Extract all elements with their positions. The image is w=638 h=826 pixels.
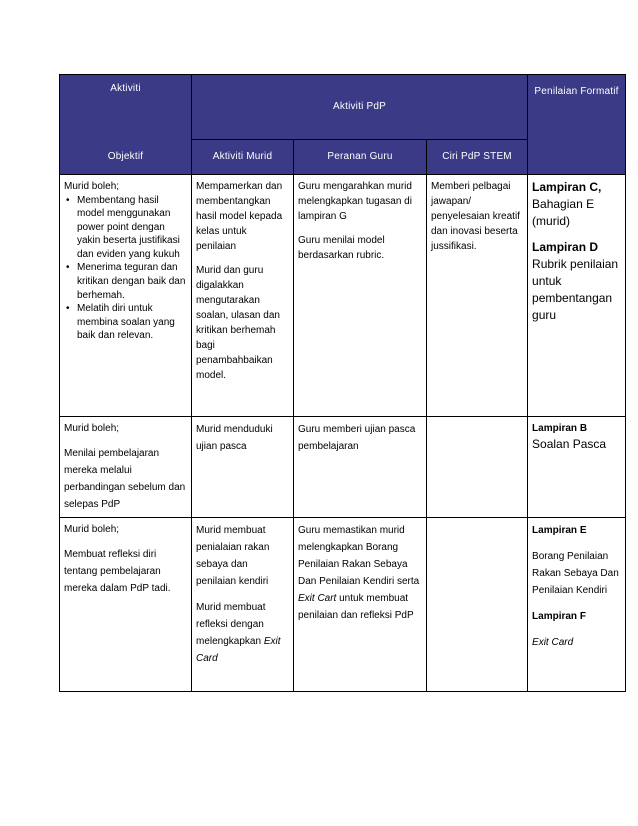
lampiran-title [532,179,620,196]
peranan-guru-cell [294,416,427,517]
murid-activity-text: Murid menduduki ujian pasca [196,423,273,452]
peranan-guru-cell [294,174,427,416]
header-penilaian-formatif-label: Penilaian Formatif [534,86,619,97]
penilaian-cell [528,517,626,691]
objektif-text: Menilai pembelajaran mereka melalui perbandingan sebelum dan selepas PdP [64,447,186,510]
header-aktiviti-murid-label: Aktiviti Murid [212,151,273,162]
lampiran-title-text: Lampiran F [532,610,586,622]
murid-activity-text [196,599,288,667]
table-row [60,416,626,517]
guru-role-part: Guru memastikan murid melengkapkan Borang Penilaian Rakan Sebaya Dan Penilaian Kendiri serta [298,524,420,587]
guru-role-part: untuk membuat penilaian dan refleksi PdP [298,592,414,621]
header-aktiviti-pdp [192,75,528,140]
lampiran-desc: Borang Penilaian Rakan Sebaya Dan Penilaian Kendiri [532,550,619,596]
guru-role-text [298,522,421,624]
penilaian-cell [528,416,626,517]
lampiran-title [532,608,620,625]
lampiran-title [532,239,620,256]
lampiran-title-text: Lampiran D [532,239,599,254]
ciri-stem-cell [427,517,528,691]
header-objektif-label: Objektif [107,150,144,162]
list-item: • Menerima teguran dan kritikan dengan baik dan berhemah. [64,261,186,302]
objektif-bullet-list [64,194,186,344]
aktiviti-murid-cell [192,174,294,416]
exit-cart-term: Exit Cart [298,592,337,604]
penilaian-cell [528,174,626,416]
aktiviti-murid-cell [192,416,294,517]
header-aktiviti [60,75,192,140]
objektif-intro: Murid boleh; [64,180,120,192]
lampiran-title-text: Lampiran B [532,422,588,434]
lampiran-title-text: Lampiran C, [532,179,602,194]
header-aktiviti-pdp-label: Aktiviti PdP [333,101,386,113]
exit-card-term: Exit Card [532,636,574,648]
murid-activity-part: Murid membuat refleksi dengan melengkapkan [196,601,266,647]
lesson-plan-table [59,74,626,692]
lampiran-desc: Soalan Pasca [532,436,607,451]
guru-role-text: Guru menilai model berdasarkan rubric. [298,234,385,261]
lampiran-desc: Rubrik penilaian untuk pembentangan guru [532,256,619,322]
lampiran-title [532,421,620,436]
header-ciri-stem [427,139,528,174]
peranan-guru-cell [294,517,427,691]
lampiran-desc [532,634,620,651]
header-penilaian-formatif [528,75,626,175]
table-row [60,517,626,691]
header-peranan-guru [294,139,427,174]
objektif-cell [60,517,192,691]
aktiviti-murid-cell [192,517,294,691]
header-aktiviti-label: Aktiviti [110,83,141,94]
lampiran-desc: Bahagian E (murid) [532,196,595,228]
objektif-cell [60,174,192,416]
list-item: • Membentang hasil model menggunakan power point dengan yakin beserta justifikasi dan eviden yang kukuh [64,194,186,262]
guru-role-text: Guru mengarahkan murid melengkapkan tugasan di lampiran G [298,180,412,222]
guru-role-text: Guru memberi ujian pasca pembelajaran [298,423,416,452]
ciri-stem-cell [427,416,528,517]
list-item: • Melatih diri untuk membina soalan yang baik dan relevan. [64,302,186,343]
objektif-intro: Murid boleh; [64,523,120,535]
header-objektif [60,139,192,174]
header-aktiviti-murid [192,139,294,174]
murid-activity-text: Mempamerkan dan membentangkan hasil model kepada kelas untuk penilaian [196,180,283,252]
lampiran-title-text: Lampiran E [532,524,587,536]
ciri-stem-cell [427,174,528,416]
table-row [60,174,626,416]
lampiran-title [532,522,620,539]
stem-text: Memberi pelbagai jawapan/ penyelesaian kreatif dan inovasi beserta jussifikasi. [431,180,520,252]
objektif-text: Membuat refleksi diri tentang pembelajaran mereka dalam PdP tadi. [64,548,171,594]
exit-card-term: Exit Card [196,635,281,664]
header-peranan-guru-label: Peranan Guru [327,151,393,162]
header-ciri-stem-label: Ciri PdP STEM [442,151,512,162]
objektif-intro: Murid boleh; [64,422,120,434]
murid-activity-text: Murid membuat penialaian rakan sebaya dan penilaian kendiri [196,524,270,587]
header-row-top [60,75,626,140]
objektif-cell [60,416,192,517]
murid-activity-text: Murid dan guru digalakkan mengutarakan soalan, ulasan dan kritikan berhemah bagi penambahbaikan model. [196,264,280,381]
